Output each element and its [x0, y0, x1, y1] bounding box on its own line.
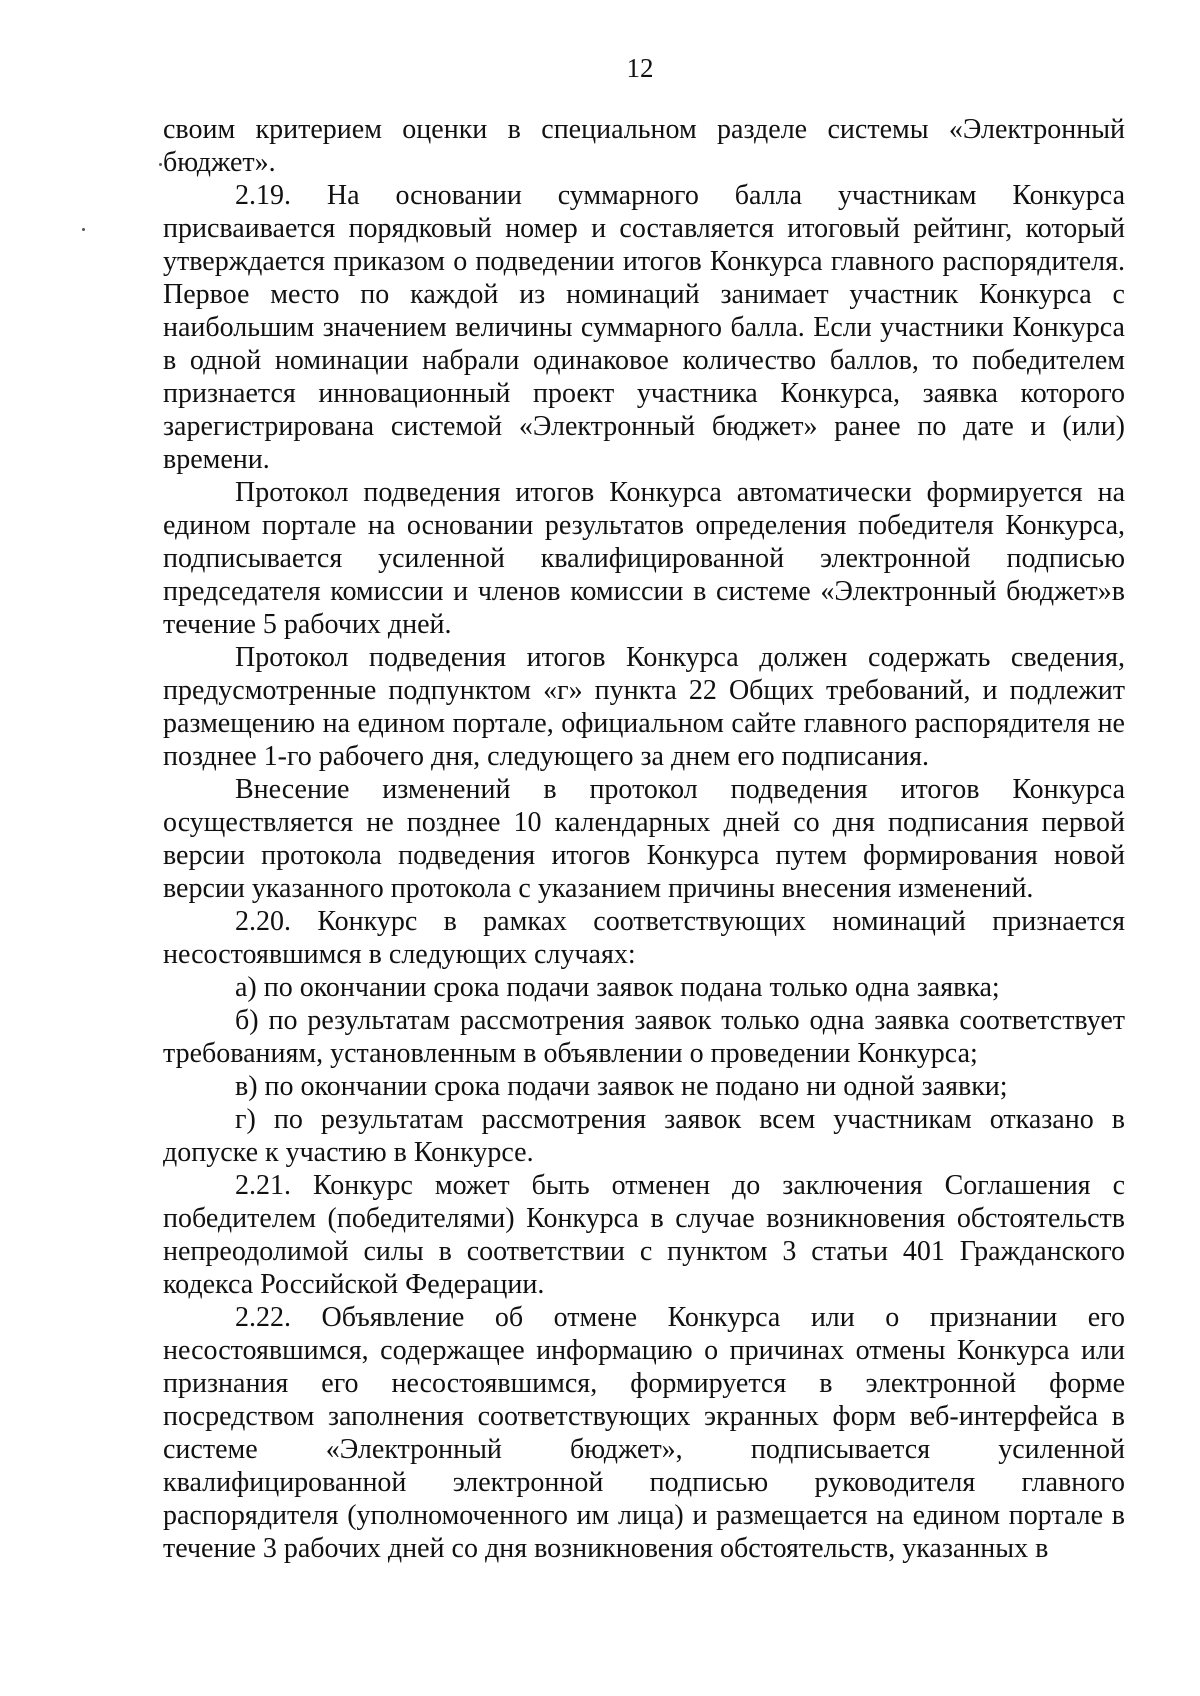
page-number: 12	[626, 53, 654, 83]
paragraph-2-19: 2.19. На основании суммарного балла участникам Конкурса присваивается порядковый номер и составляется итоговый рейтинг, который утверждается приказом о подведении итогов Конкурса главного распорядителя. Первое место по каждой из номинаций занимает участник Конкурса с наибольшим значением величины суммарного балла. Если участники Конкурса в одной номинации набрали одинаковое количество баллов, то победителем признается инновационный проект участника Конкурса, заявка которого зарегистрирована системой «Электронный бюджет» ранее по дате и (или) времени.	[163, 180, 1125, 475]
paragraph-2-21: 2.21. Конкурс может быть отменен до заключения Соглашения с победителем (победителями) Конкурса в случае возникновения обстоятельств непреодолимой силы в соответствии с пунктом 3 статьи 401 Гражданского кодекса Российской Федерации.	[163, 1170, 1125, 1300]
scan-speck	[82, 228, 85, 231]
list-item-a: а) по окончании срока подачи заявок подана только одна заявка;	[235, 972, 1000, 1003]
paragraph-protocol-changes: Внесение изменений в протокол подведения итогов Конкурса осуществляется не позднее 10 календарных дней со дня подписания первой версии протокола подведения итогов Конкурса путем формирования новой версии указанного протокола с указанием причины внесения изменений.	[163, 774, 1125, 904]
list-item-b: б) по результатам рассмотрения заявок только одна заявка соответствует требованиям, установленным в объявлении о проведении Конкурса;	[163, 1005, 1125, 1069]
paragraph-protocol-formation: Протокол подведения итогов Конкурса автоматически формируется на едином портале на основании результатов определения победителя Конкурса, подписывается усиленной квалифицированной электронной подписью председателя комиссии и членов комиссии в системе «Электронный бюджет»в течение 5 рабочих дней.	[163, 477, 1125, 640]
list-item-g: г) по результатам рассмотрения заявок всем участникам отказано в допуске к участию в Конкурсе.	[163, 1104, 1125, 1168]
document-body	[163, 113, 1125, 1565]
paragraph-continuation: своим критерием оценки в специальном разделе системы «Электронный бюджет».	[163, 114, 1125, 178]
paragraph-2-20: 2.20. Конкурс в рамках соответствующих номинаций признается несостоявшимся в следующих случаях:	[163, 906, 1125, 970]
scan-speck	[159, 163, 162, 166]
list-item-v: в) по окончании срока подачи заявок не подано ни одной заявки;	[235, 1071, 1008, 1102]
paragraph-2-22: 2.22. Объявление об отмене Конкурса или о признании его несостоявшимся, содержащее информацию о причинах отмены Конкурса или признания его несостоявшимся, формируется в электронной форме посредством заполнения соответствующих экранных форм веб-интерфейса в системе «Электронный бюджет», подписывается усиленной квалифицированной электронной подписью руководителя главного распорядителя (уполномоченного им лица) и размещается на едином портале в течение 3 рабочих дней со дня возникновения обстоятельств, указанных в	[163, 1302, 1125, 1564]
paragraph-protocol-content: Протокол подведения итогов Конкурса должен содержать сведения, предусмотренные подпунктом «г» пункта 22 Общих требований, и подлежит размещению на едином портале, официальном сайте главного распорядителя не позднее 1-го рабочего дня, следующего за днем его подписания.	[163, 642, 1125, 772]
